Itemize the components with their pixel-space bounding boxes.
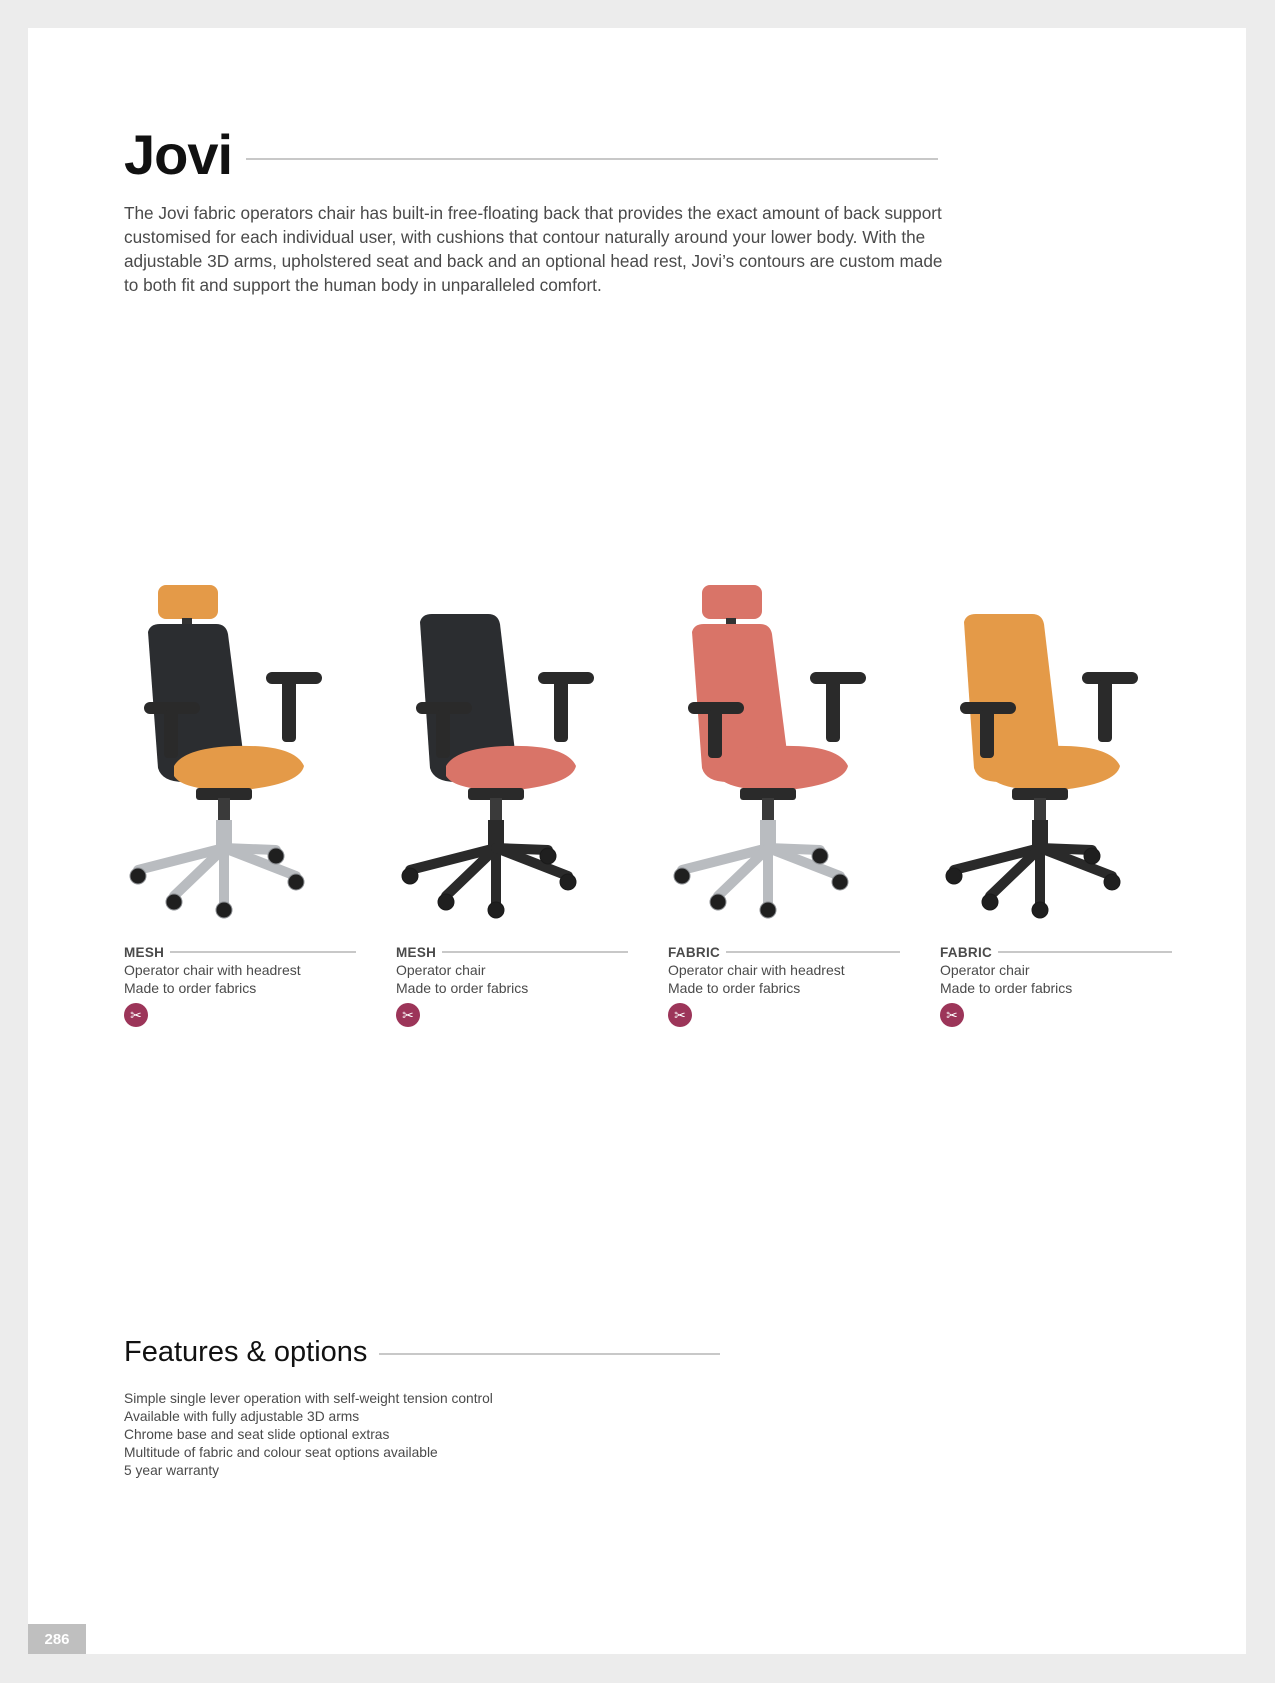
product-fabrics: Made to order fabrics	[940, 980, 1073, 996]
castor-wheel	[812, 848, 828, 864]
product-card	[396, 570, 628, 1027]
category-divider	[998, 951, 1172, 953]
feature-item: Available with fully adjustable 3D arms	[124, 1409, 360, 1424]
intro-paragraph: The Jovi fabric operators chair has built-in free-floating back that provides the exact amount of back support customised for each individual user, with cushions that contour naturally around your lower body. With the adjustable 3D arms, upholstered seat and back and an optional head rest, Jovi’s contours are custom made to both fit and support the human body in unparalleled comfort.	[124, 203, 943, 295]
lift-cover	[216, 820, 232, 846]
base-leg	[768, 848, 820, 850]
product-description: Operator chair	[396, 962, 486, 978]
right-arm-post	[554, 680, 568, 742]
base-leg	[224, 848, 276, 850]
feature-item: Simple single lever operation with self-weight tension control	[124, 1391, 493, 1406]
scissors-icon: ✂	[124, 1003, 148, 1027]
feature-item: Multitude of fabric and colour seat options available	[124, 1445, 438, 1460]
features-header	[124, 1332, 720, 1372]
scissors-icon: ✂	[396, 1003, 420, 1027]
chair-seat	[446, 746, 576, 790]
product-description: Operator chair with headrest	[668, 962, 845, 978]
castor-wheel	[946, 868, 962, 884]
castor-wheel	[760, 902, 776, 918]
headrest	[702, 585, 762, 619]
product-fabrics: Made to order fabrics	[668, 980, 801, 996]
feature-item: 5 year warranty	[124, 1463, 220, 1478]
page-title: Jovi	[124, 123, 233, 186]
castor-wheel	[268, 848, 284, 864]
scissors-icon: ✂	[668, 1003, 692, 1027]
product-fabrics: Made to order fabrics	[396, 980, 529, 996]
castor-wheel	[1104, 874, 1120, 890]
castor-wheel	[1084, 848, 1100, 864]
chair-image	[396, 570, 628, 940]
lift-cover	[1032, 820, 1048, 846]
chair-seat	[990, 746, 1120, 790]
category-divider	[726, 951, 900, 953]
castor-wheel	[560, 874, 576, 890]
chair-illustration	[668, 570, 900, 940]
product-category: FABRIC	[940, 944, 993, 960]
castor-wheel	[710, 894, 726, 910]
product-category: MESH	[124, 944, 165, 960]
product-card	[668, 570, 900, 1027]
features-divider	[379, 1353, 720, 1355]
right-arm-post	[826, 680, 840, 742]
scissors-icon: ✂	[940, 1003, 964, 1027]
category-divider	[170, 951, 356, 953]
lift-cover	[760, 820, 776, 846]
page-number: 286	[28, 1624, 86, 1654]
chair-illustration	[940, 570, 1172, 940]
base-leg	[496, 848, 548, 850]
chair-seat	[718, 746, 848, 790]
castor-wheel	[166, 894, 182, 910]
castor-wheel	[982, 894, 998, 910]
right-arm-post	[282, 680, 296, 742]
features-title: Features & options	[124, 1335, 368, 1368]
chair-image	[124, 570, 356, 940]
left-arm-post	[164, 710, 178, 758]
castor-wheel	[674, 868, 690, 884]
castor-wheel	[438, 894, 454, 910]
castor-wheel	[288, 874, 304, 890]
category-divider	[442, 951, 628, 953]
castor-wheel	[1032, 902, 1048, 918]
castor-wheel	[402, 868, 418, 884]
features-list	[124, 1390, 493, 1480]
title-divider	[246, 158, 938, 160]
chair-seat	[174, 746, 304, 790]
left-arm-post	[980, 710, 994, 758]
product-category: MESH	[396, 944, 437, 960]
headrest	[158, 585, 218, 619]
product-description: Operator chair with headrest	[124, 962, 301, 978]
product-description: Operator chair	[940, 962, 1030, 978]
product-fabrics: Made to order fabrics	[124, 980, 257, 996]
product-card	[124, 570, 356, 1027]
castor-wheel	[130, 868, 146, 884]
chair-image	[668, 570, 900, 940]
castor-wheel	[540, 848, 556, 864]
chair-illustration	[396, 570, 628, 940]
castor-wheel	[216, 902, 232, 918]
chair-image	[940, 570, 1172, 940]
castor-wheel	[832, 874, 848, 890]
product-card	[940, 570, 1172, 1027]
left-arm-post	[708, 710, 722, 758]
base-leg	[1040, 848, 1092, 850]
lift-cover	[488, 820, 504, 846]
catalogue-page	[28, 28, 1246, 1654]
right-arm-post	[1098, 680, 1112, 742]
chair-illustration	[124, 570, 356, 940]
title-row	[124, 120, 938, 190]
castor-wheel	[488, 902, 504, 918]
left-arm-post	[436, 710, 450, 758]
product-category: FABRIC	[668, 944, 721, 960]
feature-item: Chrome base and seat slide optional extras	[124, 1427, 390, 1442]
